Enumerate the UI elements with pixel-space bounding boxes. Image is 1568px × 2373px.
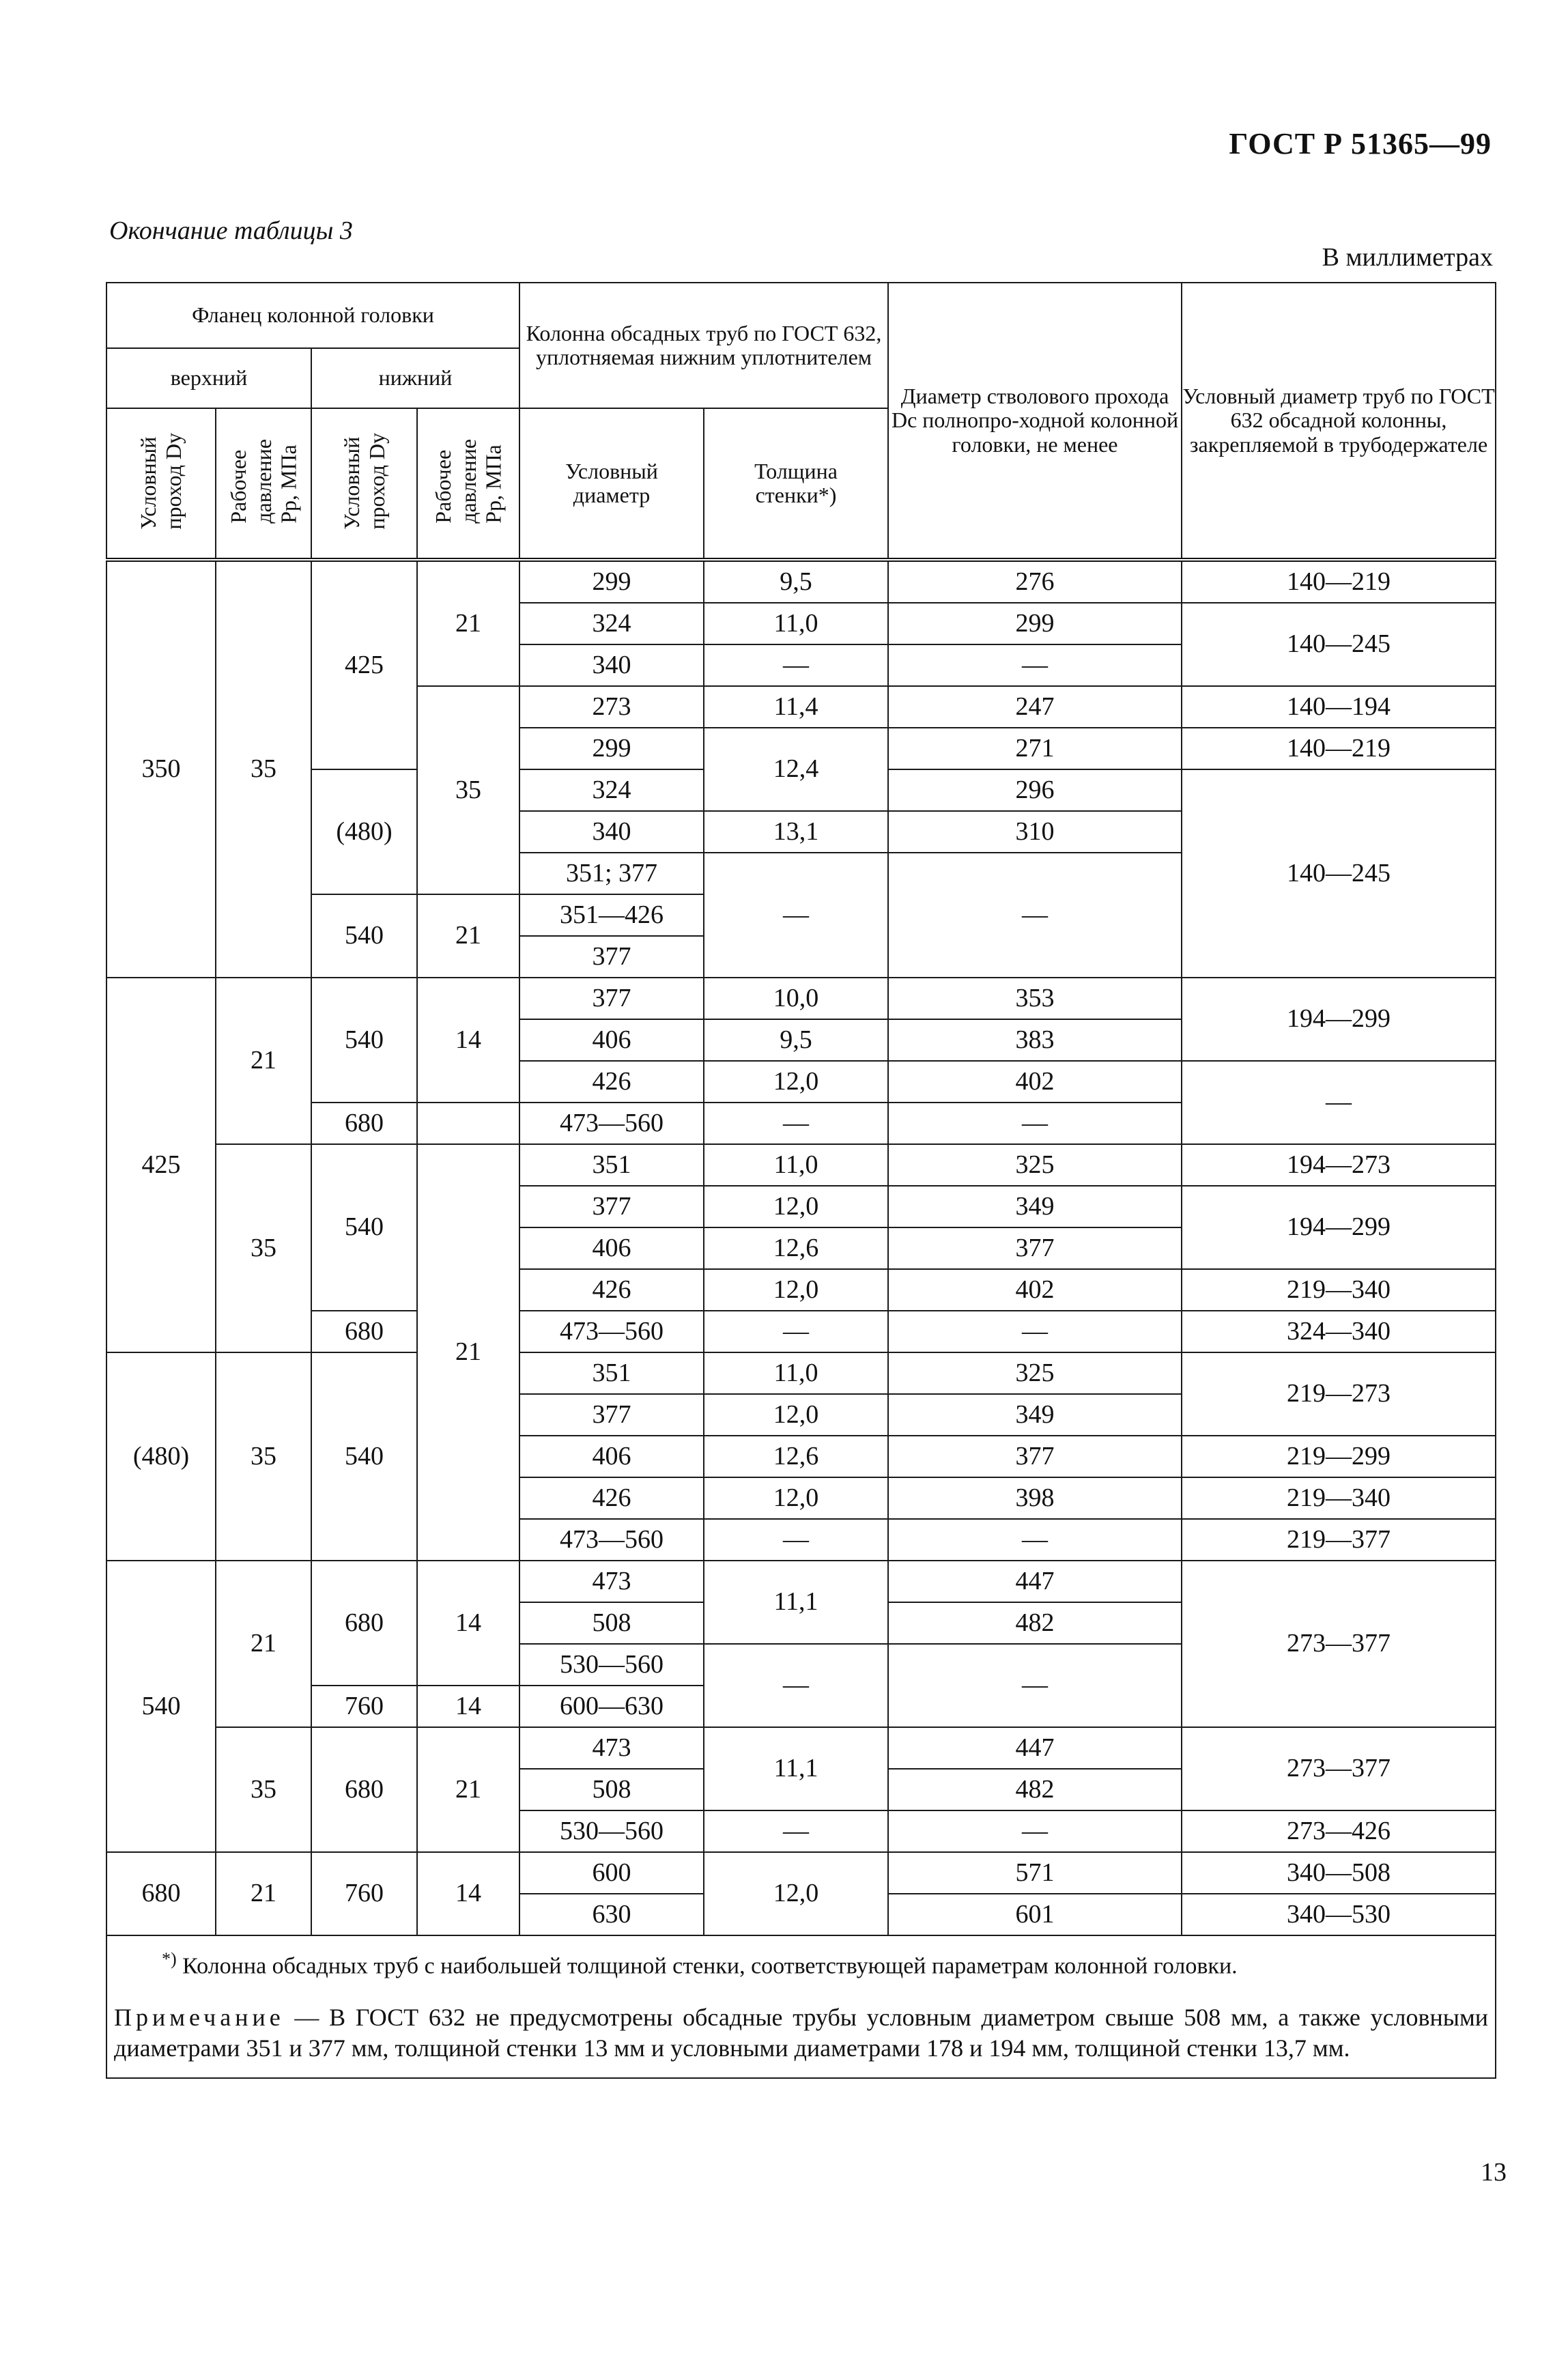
cell: — [704,644,888,686]
cell: 680 [311,1727,417,1852]
table-row [106,1852,1496,1894]
cell: 12,0 [704,1061,888,1103]
cell: 219—377 [1182,1519,1496,1561]
cell: 398 [888,1477,1182,1519]
cell: 299 [888,603,1182,644]
cell: 426 [519,1269,704,1311]
cell: 296 [888,769,1182,811]
cell: 11,1 [704,1727,888,1810]
header-p-lower: Рабочее давление Pр, МПа [417,408,519,560]
cell: 324 [519,603,704,644]
cell: 377 [519,936,704,978]
cell: 482 [888,1602,1182,1644]
cell: 273—426 [1182,1810,1496,1852]
cell: 447 [888,1727,1182,1769]
cell: 377 [519,1394,704,1436]
cell: 271 [888,728,1182,769]
cell: 9,5 [704,1019,888,1061]
cell: 530—560 [519,1644,704,1686]
cell: 402 [888,1061,1182,1103]
cell: 600 [519,1852,704,1894]
cell: 219—299 [1182,1436,1496,1477]
header-lower: нижний [311,348,519,408]
cell: 14 [417,978,519,1103]
table-row [106,560,1496,603]
note-text: — В ГОСТ 632 не предусмотрены обсадные трубы условным диаметром свыше 508 мм, а также условными диаметрами 351 и 377 мм, толщиной стенки 13 мм и условными диаметрами 178 и 194 мм, толщиной стенки 13,7 мм. [114,2003,1489,2062]
cell: 349 [888,1186,1182,1227]
units-label: В миллиметрах [1322,243,1493,272]
cell: 140—245 [1182,769,1496,978]
cell: — [704,1519,888,1561]
cell: 473—560 [519,1311,704,1352]
table-footer-row [106,1935,1496,2078]
cell: 377 [519,1186,704,1227]
header-dy-lower: Условный проход Dу [311,408,417,560]
table-row [106,978,1496,1019]
cell: 473 [519,1561,704,1602]
cell: — [1182,1061,1496,1144]
cell: 273—377 [1182,1561,1496,1727]
cell: 35 [417,686,519,894]
cell: 21 [417,560,519,686]
header-wall: Толщина стенки*) [704,408,888,560]
table-container [106,282,1495,2079]
cell: 219—340 [1182,1269,1496,1311]
cell: 340—508 [1182,1852,1496,1894]
flange-table [106,282,1496,2079]
cell: 447 [888,1561,1182,1602]
table-row [106,1311,1496,1352]
document-code: ГОСТ Р 51365—99 [1229,127,1492,160]
cell: 140—245 [1182,603,1496,686]
cell: — [704,1644,888,1727]
cell: 324—340 [1182,1311,1496,1352]
cell: 425 [311,560,417,769]
cell: 473—560 [519,1103,704,1144]
cell: — [888,1644,1182,1727]
cell: — [888,1519,1182,1561]
cell: — [704,1311,888,1352]
cell: 21 [417,1727,519,1852]
cell: 12,0 [704,1477,888,1519]
cell: 324 [519,769,704,811]
cell: 406 [519,1019,704,1061]
cell: — [704,1810,888,1852]
cell: 325 [888,1352,1182,1394]
cell: 194—299 [1182,978,1496,1061]
cell: 21 [417,894,519,978]
cell: — [888,1311,1182,1352]
header-bore: Диаметр стволового прохода Dс полнопро-ходной колонной головки, не менее [888,283,1182,560]
table-footer [106,1935,1496,2078]
cell: 35 [216,1144,311,1352]
cell: 426 [519,1061,704,1103]
cell: 540 [311,894,417,978]
footnote: *) Колонна обсадных труб с наибольшей толщиной стенки, соответствующей параметрам колонной головки. [162,1949,1238,1979]
cell: 325 [888,1144,1182,1186]
cell: 383 [888,1019,1182,1061]
table-row [106,1352,1496,1394]
cell: 540 [106,1561,216,1852]
cell: 630 [519,1894,704,1935]
cell: 351; 377 [519,853,704,894]
cell: 482 [888,1769,1182,1810]
cell: 473 [519,1727,704,1769]
cell: 680 [311,1311,417,1352]
header-upper: верхний [106,348,311,408]
cell: 11,0 [704,603,888,644]
cell: 680 [106,1852,216,1935]
cell: 11,1 [704,1561,888,1644]
cell: 425 [106,978,216,1352]
note-label: Примечание [114,2003,285,2031]
cell: 14 [417,1852,519,1935]
cell: — [888,1103,1182,1144]
cell: 340—530 [1182,1894,1496,1935]
cell: 340 [519,644,704,686]
cell: 426 [519,1477,704,1519]
cell: — [888,644,1182,686]
cell: 530—560 [519,1810,704,1852]
cell: 140—219 [1182,560,1496,603]
cell: 273—377 [1182,1727,1496,1810]
cell: — [704,1103,888,1144]
table-caption: Окончание таблицы 3 [109,216,353,245]
cell: 9,5 [704,560,888,603]
cell: 351 [519,1352,704,1394]
cell: 12,0 [704,1852,888,1935]
cell: 12,6 [704,1436,888,1477]
cell: 340 [519,811,704,853]
cell: 140—219 [1182,728,1496,769]
cell: 508 [519,1769,704,1810]
cell: 377 [888,1436,1182,1477]
cell: 21 [417,1144,519,1561]
cell: 600—630 [519,1686,704,1727]
table-row [106,1727,1496,1769]
cell: 194—299 [1182,1186,1496,1269]
cell: 12,6 [704,1227,888,1269]
cell: 377 [888,1227,1182,1269]
cell: — [704,853,888,978]
cell: 194—273 [1182,1144,1496,1186]
cell: 349 [888,1394,1182,1436]
page-number: 13 [1481,2158,1507,2187]
header-casing: Колонна обсадных труб по ГОСТ 632, уплотняемая нижним уплотнителем [519,283,888,408]
cell: 21 [216,1852,311,1935]
header-nominal-diameter: Условный диаметр [519,408,704,560]
cell: 299 [519,560,704,603]
cell: 402 [888,1269,1182,1311]
cell: 12,0 [704,1186,888,1227]
cell: 680 [311,1561,417,1686]
cell: 12,0 [704,1269,888,1311]
cell: 601 [888,1894,1182,1935]
cell: — [888,853,1182,978]
cell: 299 [519,728,704,769]
cell: 571 [888,1852,1182,1894]
cell: 11,4 [704,686,888,728]
cell: 760 [311,1852,417,1935]
cell: 680 [311,1103,417,1144]
cell: 508 [519,1602,704,1644]
cell: 351 [519,1144,704,1186]
cell: 377 [519,978,704,1019]
cell: 14 [417,1561,519,1686]
cell: 10,0 [704,978,888,1019]
cell: (480) [311,769,417,894]
header-flange: Фланец колонной головки [106,283,519,348]
cell: 11,0 [704,1144,888,1186]
cell: 35 [216,560,311,978]
header-dy-upper: Условный проход Dу [106,408,216,560]
cell: 406 [519,1227,704,1269]
cell: 247 [888,686,1182,728]
cell: 310 [888,811,1182,853]
table-row [106,1561,1496,1602]
cell: 12,0 [704,1394,888,1436]
cell: 219—273 [1182,1352,1496,1436]
cell: 540 [311,1352,417,1561]
cell: 273 [519,686,704,728]
cell: 219—340 [1182,1477,1496,1519]
header-p-upper: Рабочее давление Pр, МПа [216,408,311,560]
cell: 14 [417,1686,519,1727]
cell: 140—194 [1182,686,1496,728]
cell: 21 [216,978,311,1144]
cell: 276 [888,560,1182,603]
cell: 12,4 [704,728,888,811]
cell: 350 [106,560,216,978]
cell: 35 [216,1727,311,1852]
cell: — [888,1810,1182,1852]
cell: 35 [216,1352,311,1561]
cell: 540 [311,978,417,1103]
cell: 406 [519,1436,704,1477]
cell: 11,0 [704,1352,888,1394]
cell [417,1103,519,1144]
cell: 13,1 [704,811,888,853]
cell: 473—560 [519,1519,704,1561]
cell: 760 [311,1686,417,1727]
cell: 351—426 [519,894,704,936]
cell: 353 [888,978,1182,1019]
table-row [106,1144,1496,1186]
note [114,2002,1488,2064]
cell: 540 [311,1144,417,1311]
cell: 21 [216,1561,311,1727]
cell: (480) [106,1352,216,1561]
header-hanger: Условный диаметр труб по ГОСТ 632 обсадной колонны, закрепляемой в трубодержателе [1182,283,1496,560]
